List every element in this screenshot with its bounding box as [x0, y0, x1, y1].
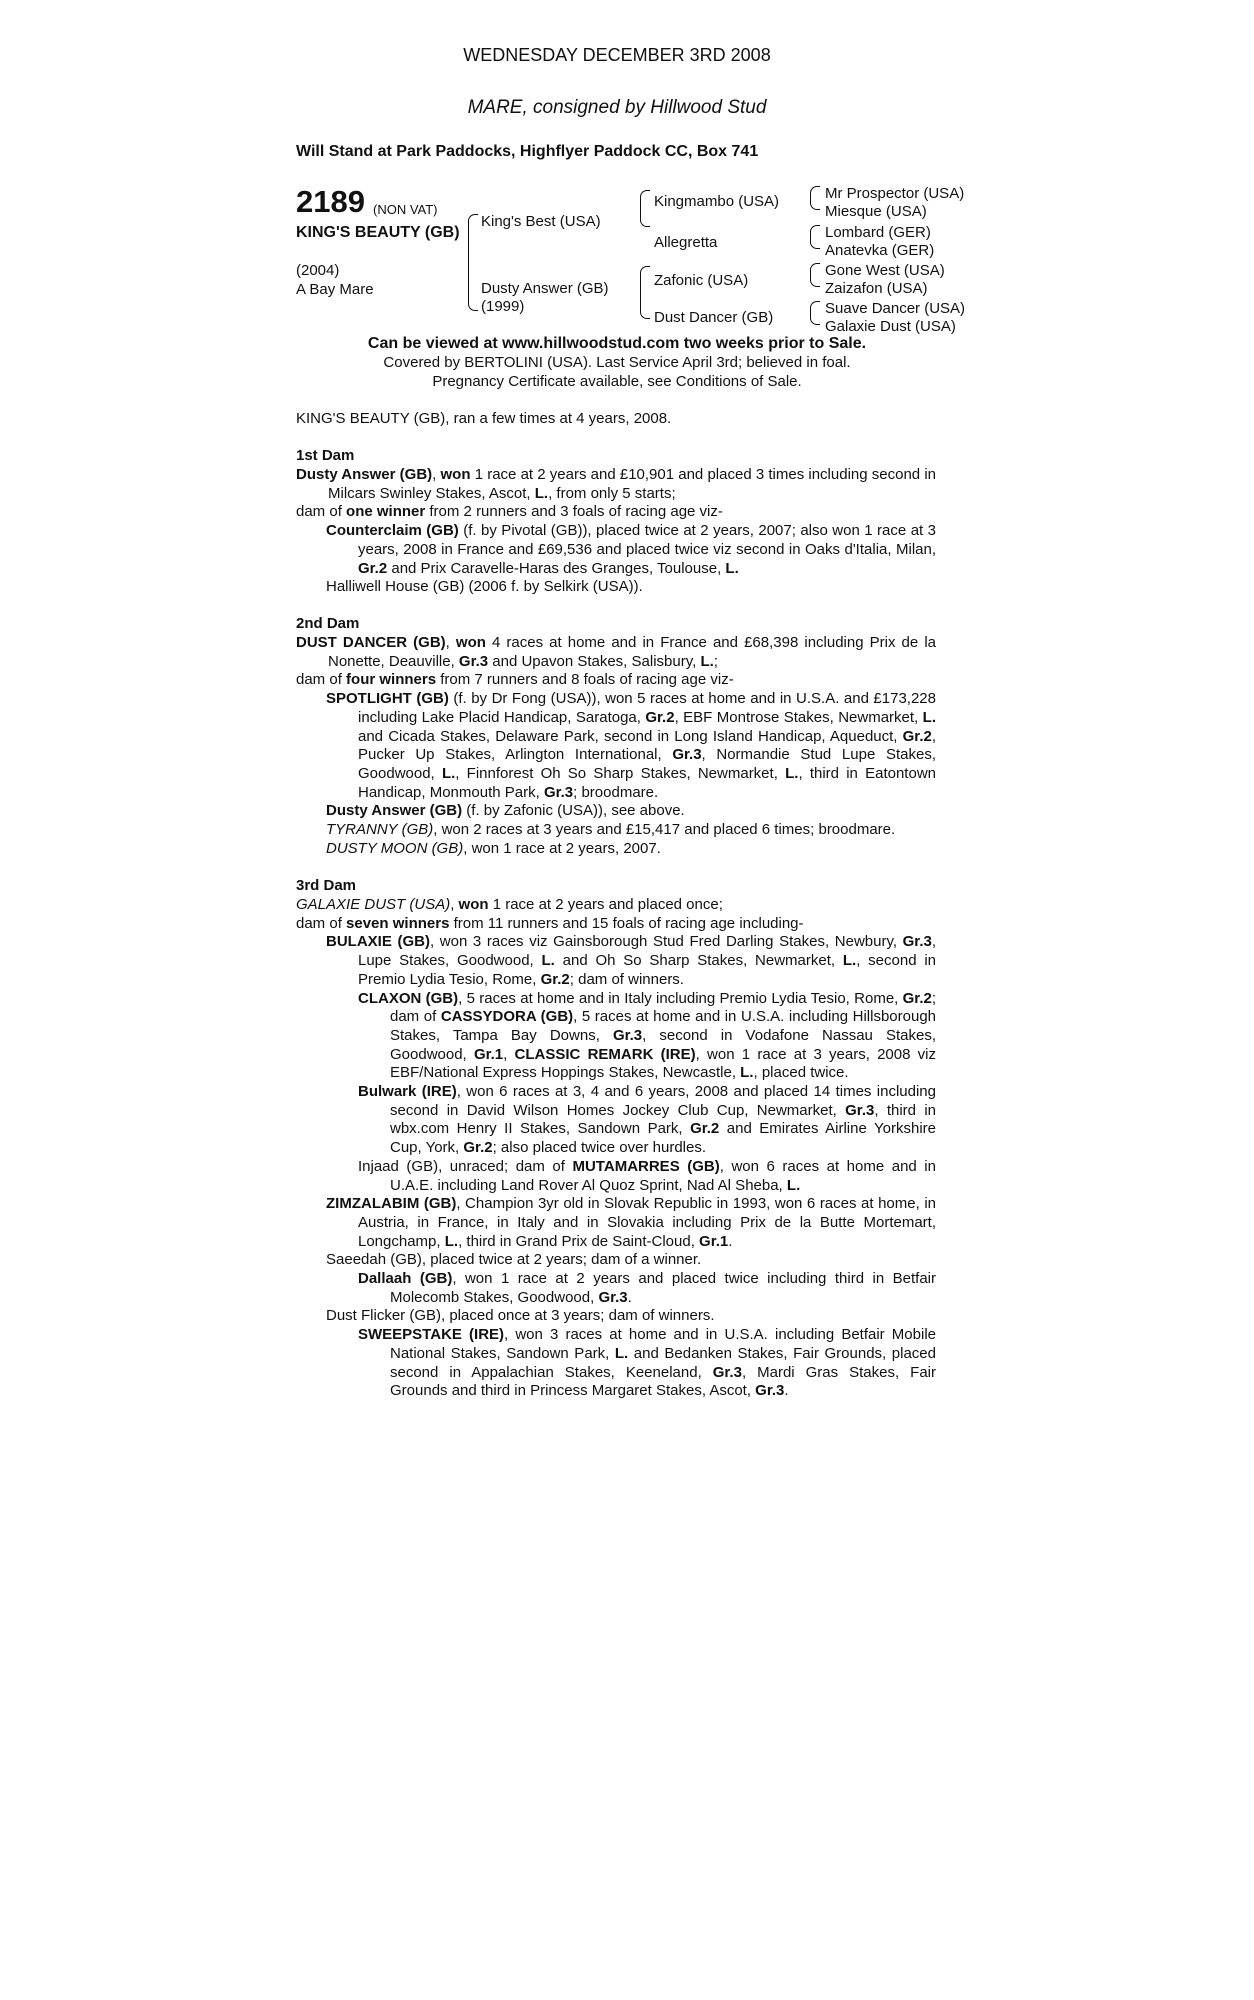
pedigree-g3-8: Galaxie Dust (USA) [825, 318, 956, 335]
horse-year: (2004) [296, 262, 340, 279]
pedigree-bracket [810, 312, 820, 325]
pedigree-bracket [810, 274, 820, 287]
pedigree-sire-sire: Kingmambo (USA) [654, 193, 780, 210]
pedigree-g3-5: Gone West (USA) [825, 262, 945, 279]
pedigree-g3-1: Mr Prospector (USA) [825, 185, 965, 202]
first-dam-section [296, 466, 936, 597]
third-dam-heading: 3rd Dam [296, 877, 357, 894]
pedigree-bracket [810, 197, 820, 210]
lot-number: 2189 [296, 184, 365, 219]
vat-status: (NON VAT) [373, 202, 438, 217]
produce-entry: Saeedah (GB), placed twice at 2 years; dam of a winner. [326, 1251, 702, 1269]
pedigree-bracket [640, 266, 650, 289]
pedigree-bracket [468, 264, 478, 311]
first-dam-heading: 1st Dam [296, 447, 355, 464]
second-dam-heading: 2nd Dam [296, 615, 360, 632]
produce-entry: TYRANNY (GB), won 2 races at 3 years and £15,417 and placed 6 times; broodmare. [326, 821, 896, 839]
horse-description: A Bay Mare [296, 281, 374, 298]
race-summary: KING'S BEAUTY (GB), ran a few times at 4 years, 2008. [296, 410, 672, 427]
produce-entry: Dallaah (GB), won 1 race at 2 years and placed twice including third in Betfair Molecomb Stakes, Goodwood, Gr.3. [358, 1270, 937, 1306]
produce-entry: SPOTLIGHT (GB) (f. by Dr Fong (USA)), won 5 races at home and in U.S.A. and £173,228 including Lake Placid Handicap, Saratoga, Gr.2, EBF Montrose Stakes, Newmarket, L. and Cicada Stakes, Delaware Park, second in Long Island Handicap, Aqueduct, Gr.2, Pucker Up Stakes, Arlington International, Gr.3, Normandie Stud Lupe Stakes, Goodwood, L., Finnforest Oh So Sharp Stakes, Newmarket, L., third in Eatontown Handicap, Monmouth Park, Gr.3; broodmare. [326, 690, 936, 801]
pedigree-g3-2: Miesque (USA) [825, 203, 927, 220]
pregnancy-note: Pregnancy Certificate available, see Conditions of Sale. [432, 373, 802, 390]
pedigree-dam: Dusty Answer (GB) [481, 280, 609, 297]
stand-location: Will Stand at Park Paddocks, Highflyer Paddock CC, Box 741 [296, 143, 759, 160]
dam-record: DUST DANCER (GB), won 4 races at home and in France and £68,398 including Prix de la Nonette, Deauville, Gr.3 and Upavon Stakes, Salisbury, L.; [296, 634, 936, 670]
dam-record: GALAXIE DUST (USA), won 1 race at 2 years and placed once; [296, 896, 723, 913]
consignment-line: MARE, consigned by Hillwood Stud [467, 97, 767, 118]
pedigree-sire: King's Best (USA) [481, 213, 601, 230]
pedigree-sire-dam: Allegretta [654, 234, 718, 251]
pedigree-g3-6: Zaizafon (USA) [825, 280, 928, 297]
pedigree-bracket [468, 214, 478, 265]
pedigree-g3-7: Suave Dancer (USA) [825, 300, 966, 317]
second-dam-section [296, 634, 936, 858]
pedigree-bracket [810, 236, 820, 249]
pedigree-bracket [640, 288, 650, 319]
pedigree-dam-dam: Dust Dancer (GB) [654, 309, 774, 326]
pedigree-dam-year: (1999) [481, 298, 525, 315]
produce-entry: Dusty Answer (GB) (f. by Zafonic (USA)), see above. [326, 802, 685, 820]
third-dam-section [296, 896, 936, 1401]
horse-name: KING'S BEAUTY (GB) [296, 224, 460, 241]
produce-entry: DUSTY MOON (GB), won 1 race at 2 years, 2007. [326, 839, 661, 857]
pedigree-bracket [640, 208, 650, 227]
produce-entry: CLAXON (GB), 5 races at home and in Italy including Premio Lydia Tesio, Rome, Gr.2; dam of CASSYDORA (GB), 5 races at home and in U.S.A. including Hillsborough Stakes, Tampa Bay Downs, Gr.3, second in Vodafone Nassau Stakes, Goodwood, Gr.1, CLASSIC REMARK (IRE), won 1 race at 3 years, 2008 viz EBF/National Express Hoppings Stakes, Newcastle, L., placed twice. [358, 989, 937, 1082]
pedigree-g3-3: Lombard (GER) [825, 224, 931, 241]
pedigree-dam-sire: Zafonic (USA) [654, 272, 749, 289]
pedigree-bracket [640, 190, 650, 209]
covered-note: Covered by BERTOLINI (USA). Last Service April 3rd; believed in foal. [383, 354, 851, 371]
produce-entry: Bulwark (IRE), won 6 races at 3, 4 and 6 years, 2008 and placed 14 times including second in David Wilson Homes Jockey Club Cup, Newmarket, Gr.3, third in wbx.com Henry II Stakes, Sandown Park, Gr.2 and Emirates Airline Yorkshire Cup, York, Gr.2; also placed twice over hurdles. [358, 1083, 937, 1157]
produce-entry: Counterclaim (GB) (f. by Pivotal (GB)), placed twice at 2 years, 2007; also won 1 race at 3 years, 2008 in France and £69,536 and placed twice viz second in Oaks d'Italia, Milan, Gr.2 and Prix Caravelle-Haras des Granges, Toulouse, L. [326, 522, 936, 577]
sale-date: WEDNESDAY DECEMBER 3RD 2008 [463, 45, 771, 65]
produce-summary: dam of one winner from 2 runners and 3 foals of racing age viz- [296, 503, 723, 521]
produce-summary: dam of four winners from 7 runners and 8 foals of racing age viz- [296, 671, 734, 689]
produce-entry: Halliwell House (GB) (2006 f. by Selkirk (USA)). [326, 578, 643, 596]
produce-summary: dam of seven winners from 11 runners and 15 foals of racing age including- [296, 914, 804, 932]
produce-entry: ZIMZALABIM (GB), Champion 3yr old in Slovak Republic in 1993, won 6 races at home, in Austria, in France, in Italy and in Slovakia including Prix de la Butte Mortemart, Longchamp, L., third in Grand Prix de Saint-Cloud, Gr.1. [326, 1195, 936, 1250]
pedigree-g3-4: Anatevka (GER) [825, 242, 935, 259]
viewing-note: Can be viewed at www.hillwoodstud.com two weeks prior to Sale. [367, 335, 867, 352]
produce-entry: BULAXIE (GB), won 3 races viz Gainsborough Stud Fred Darling Stakes, Newbury, Gr.3, Lupe Stakes, Goodwood, L. and Oh So Sharp Stakes, Newmarket, L., second in Premio Lydia Tesio, Rome, Gr.2; dam of winners. [326, 933, 937, 988]
produce-entry: Dust Flicker (GB), placed once at 3 years; dam of winners. [326, 1307, 715, 1325]
produce-entry: Injaad (GB), unraced; dam of MUTAMARRES (GB), won 6 races at home and in U.A.E. including Land Rover Al Quoz Sprint, Nad Al Sheba, L. [358, 1157, 936, 1194]
dam-record: Dusty Answer (GB), won 1 race at 2 years and £10,901 and placed 3 times including second in Milcars Swinley Stakes, Ascot, L., from only 5 starts; [296, 466, 936, 502]
produce-entry: SWEEPSTAKE (IRE), won 3 races at home and in U.S.A. including Betfair Mobile National Stakes, Sandown Park, L. and Bedanken Stakes, Fair Grounds, placed second in Appalachian Stakes, Keeneland, Gr.3, Mardi Gras Stakes, Fair Grounds and third in Princess Margaret Stakes, Ascot, Gr.3. [358, 1326, 936, 1400]
